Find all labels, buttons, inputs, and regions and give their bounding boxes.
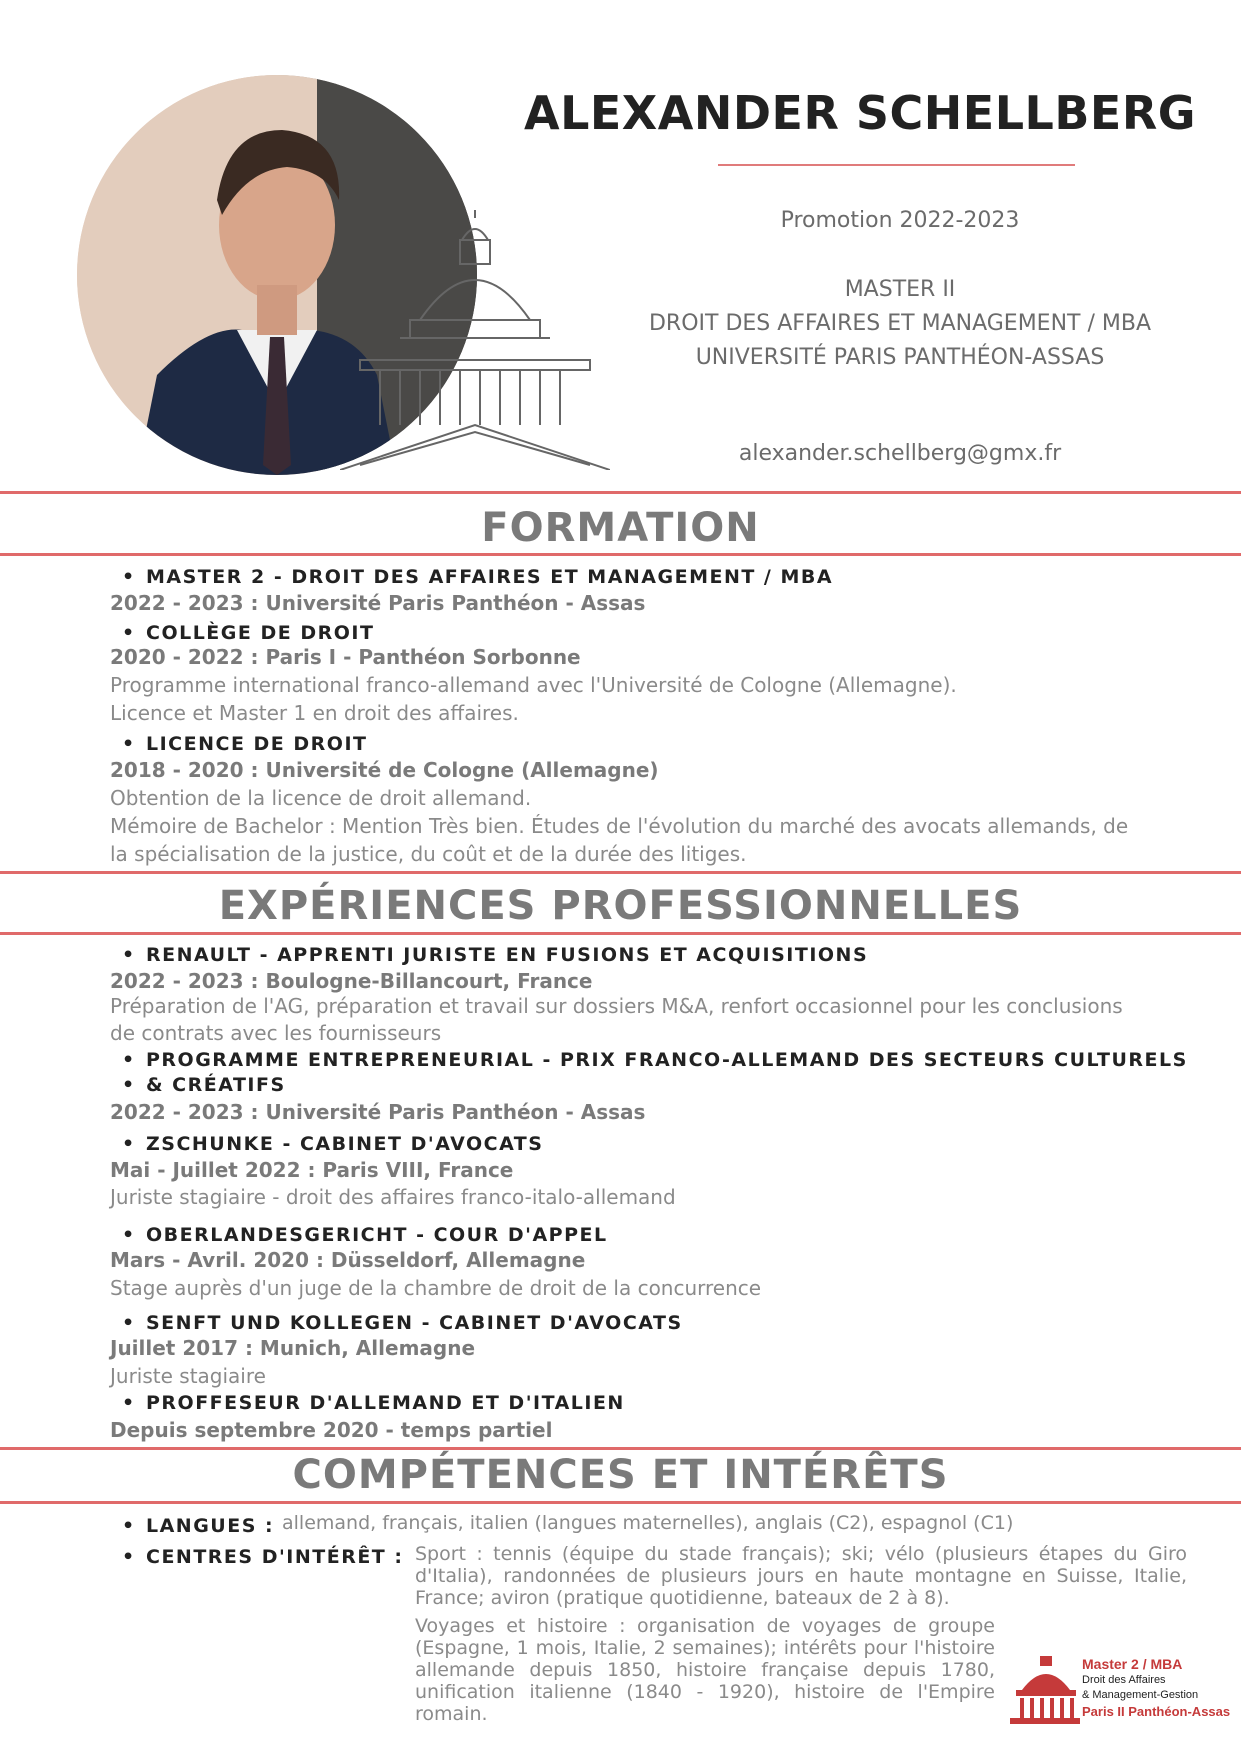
section-rule bbox=[0, 1501, 1241, 1504]
pantheon-illustration bbox=[340, 210, 610, 470]
formation-item-desc: Obtention de la licence de droit allemand. bbox=[110, 786, 532, 810]
logo-line-4: Paris II Panthéon-Assas bbox=[1082, 1704, 1231, 1719]
formation-item-title: • MASTER 2 - DROIT DES AFFAIRES ET MANAGEMENT / MBA bbox=[122, 566, 1202, 588]
logo-line-3: & Management-Gestion bbox=[1082, 1689, 1199, 1701]
logo-line-2: Droit des Affaires bbox=[1082, 1674, 1166, 1686]
experience-item-desc: Juriste stagiaire bbox=[110, 1364, 266, 1388]
candidate-name: ALEXANDER SCHELLBERG bbox=[523, 86, 1197, 140]
formation-item-title: • COLLÈGE DE DROIT bbox=[122, 622, 1202, 644]
logo-line-1: Master 2 / MBA bbox=[1082, 1656, 1183, 1672]
experience-item-desc: de contrats avec les fournisseurs bbox=[110, 1021, 442, 1045]
experience-item-title-cont: • & CRÉATIFS bbox=[122, 1074, 1202, 1096]
experience-item-sub: 2022 - 2023 : Boulogne-Billancourt, France bbox=[110, 969, 593, 993]
section-rule bbox=[0, 1447, 1241, 1450]
experience-item-desc: Juriste stagiaire - droit des affaires franco-italo-allemand bbox=[110, 1185, 676, 1209]
experience-item-title: • PROFFESEUR D'ALLEMAND ET D'ITALIEN bbox=[122, 1392, 1202, 1414]
experience-item-sub: Mars - Avril. 2020 : Düsseldorf, Allemagne bbox=[110, 1248, 586, 1272]
degree-line-1: MASTER II bbox=[844, 277, 956, 302]
experience-item-sub: Depuis septembre 2020 - temps partiel bbox=[110, 1418, 553, 1442]
experience-item-title: • ZSCHUNKE - CABINET D'AVOCATS bbox=[122, 1133, 1202, 1155]
formation-item-sub: 2018 - 2020 : Université de Cologne (Allemagne) bbox=[110, 758, 659, 782]
formation-item-desc: Licence et Master 1 en droit des affaires. bbox=[110, 701, 519, 725]
email[interactable]: alexander.schellberg@gmx.fr bbox=[738, 441, 1062, 466]
experience-item-sub: 2022 - 2023 : Université Paris Panthéon - Assas bbox=[110, 1100, 646, 1124]
experience-item-sub: Mai - Juillet 2022 : Paris VIII, France bbox=[110, 1158, 514, 1182]
section-rule bbox=[0, 871, 1241, 874]
section-title-experience: EXPÉRIENCES PROFESSIONNELLES bbox=[218, 883, 1023, 929]
promotion: Promotion 2022-2023 bbox=[780, 208, 1020, 233]
experience-item-title: • OBERLANDESGERICHT - COUR D'APPEL bbox=[122, 1224, 1202, 1246]
langues-label: • LANGUES : bbox=[122, 1515, 274, 1537]
experience-item-desc: Préparation de l'AG, préparation et travail sur dossiers M&A, renfort occasionnel pour les conclusions bbox=[110, 994, 1123, 1018]
section-rule bbox=[0, 491, 1241, 494]
section-title-skills: COMPÉTENCES ET INTÉRÊTS bbox=[292, 1452, 949, 1498]
formation-item-desc: Mémoire de Bachelor : Mention Très bien. Études de l'évolution du marché des avocats allemands, de bbox=[110, 814, 1129, 838]
interets-text-2: Voyages et histoire : organisation de voyages de groupe (Espagne, 1 mois, Italie, 2 semaines); intérêts pour l'histoire allemande depuis 1850, histoire française depuis 1780, unification italienne (1840 - 1920), histoire de l'Empire romain. bbox=[415, 1615, 995, 1725]
langues-text: allemand, français, italien (langues maternelles), anglais (C2), espagnol (C1) bbox=[282, 1512, 1014, 1534]
degree-line-2: DROIT DES AFFAIRES ET MANAGEMENT / MBA bbox=[648, 311, 1151, 336]
section-title-formation: FORMATION bbox=[481, 505, 760, 551]
experience-item-title: • PROGRAMME ENTREPRENEURIAL - PRIX FRANCO-ALLEMAND DES SECTEURS CULTURELS bbox=[122, 1049, 1202, 1071]
formation-item-sub: 2020 - 2022 : Paris I - Panthéon Sorbonne bbox=[110, 645, 581, 669]
experience-item-desc: Stage auprès d'un juge de la chambre de droit de la concurrence bbox=[110, 1276, 762, 1300]
interets-text-1: Sport : tennis (équipe du stade français); ski; vélo (plusieurs étapes du Giro d'Italia), randonnées de plusieurs jours en haute montagne en Suisse, Italie, France; aviron (pratique quotidienne, bateaux de 2 à 8). bbox=[415, 1543, 1187, 1609]
experience-item-sub: Juillet 2017 : Munich, Allemagne bbox=[110, 1336, 476, 1360]
formation-item-sub: 2022 - 2023 : Université Paris Panthéon - Assas bbox=[110, 591, 646, 615]
formation-item-desc: la spécialisation de la justice, du coût et de la durée des litiges. bbox=[110, 842, 747, 866]
experience-item-title: • SENFT UND KOLLEGEN - CABINET D'AVOCATS bbox=[122, 1312, 1202, 1334]
section-rule bbox=[0, 932, 1241, 935]
degree-line-3: UNIVERSITÉ PARIS PANTHÉON-ASSAS bbox=[695, 345, 1105, 370]
experience-item-title: • RENAULT - APPRENTI JURISTE EN FUSIONS ET ACQUISITIONS bbox=[122, 944, 1202, 966]
formation-item-title: • LICENCE DE DROIT bbox=[122, 733, 1202, 755]
name-underline bbox=[718, 164, 1075, 166]
section-rule bbox=[0, 553, 1241, 556]
formation-item-desc: Programme international franco-allemand avec l'Université de Cologne (Allemagne). bbox=[110, 673, 957, 697]
interets-label: • CENTRES D'INTÉRÊT : bbox=[122, 1546, 403, 1568]
